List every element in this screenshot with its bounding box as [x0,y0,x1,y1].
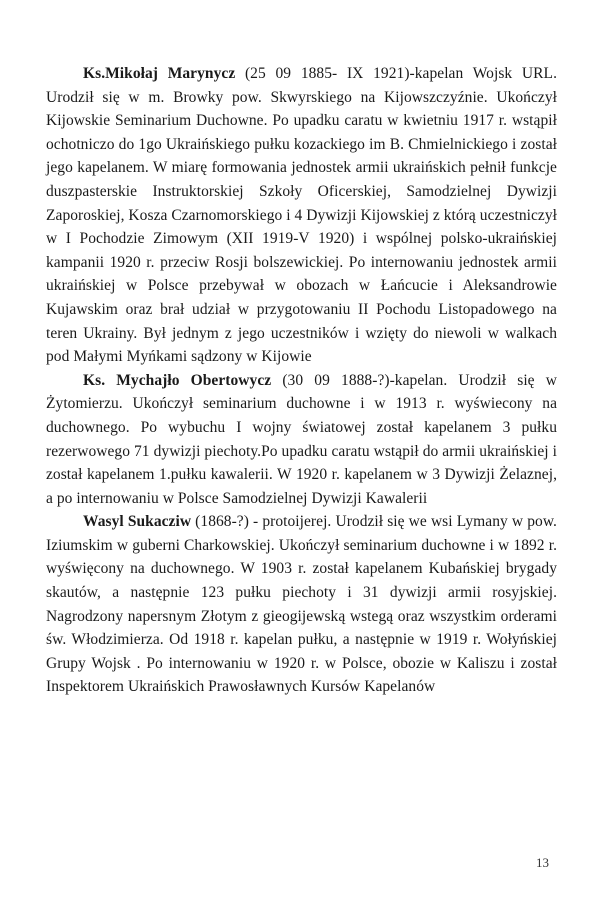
document-page [46,62,557,699]
entry-marynycz [46,62,557,369]
entry-name: Ks. Mychajło Obertowycz [83,371,272,389]
entry-text: (1868-?) - protoijerej. Urodził się we wsi Lymany w pow. Iziumskim w guberni Charkowskiej. Ukończył seminarium duchowne i w 1892 r. wyświęcony na duchownego. W 1903 r. został kapelanem Kubańskiej brygady skautów, a następnie 123 pułku piechoty i 31 dywizji armii rosyjskiej. Nagrodzony napersnym Złotym z gieogijewską wstegą oraz wszystkim orderami św. Włodzimierza. Od 1918 r. kapelan pułku, a następnie w 1919 r. Wołyńskiej Grupy Wojsk . Po internowaniu w 1920 r. w Polsce, obozie w Kaliszu i został Inspektorem Ukraińskich Prawosławnych Kursów Kapelanów [46,513,557,696]
entry-sukacziw [46,510,557,699]
entry-text: (25 09 1885- IX 1921)-kapelan Wojsk URL. Urodził się w m. Browky pow. Skwyrskiego na Kijowszczyźnie. Ukończył Kijowskie Seminarium Duchowne. Po upadku caratu w kwietniu 1917 r. wstąpił ochotniczo do 1go Ukraińskiego pułku kozackiego im B. Chmielnickiego i został jego kapelanem. W miarę formowania jednostek armii ukraińskich pełnił funkcje duszpasterskie Instruktorskiej Szkoły Oficerskiej, Samodzielnej Dywizji Zaporoskiej, Kosza Czarnomorskiego i 4 Dywizji Kijowskiej z którą uczestniczył w I Pochodzie Zimowym (XII 1919-V 1920) i wspólnej polsko-ukraińskiej kampanii 1920 r. przeciw Rosji bolszewickiej. Po internowaniu jednostek armii ukraińskiej w Polsce przebywał w obozach w Łańcucie i Aleksandrowie Kujawskim oraz brał udział w przygotowaniu II Pochodu Listopadowego na teren Ukrainy. Był jednym z jego uczestników i wzięty do niewoli w walkach pod Małymi Myńkami sądzony w Kijowie [46,65,557,366]
entry-obertowycz [46,369,557,511]
entry-text: (30 09 1888-?)-kapelan. Urodził się w Żytomierzu. Ukończył seminarium duchowne i w 1913 r. wyświecony na duchownego. Po wybuchu I wojny światowej został kapelanem 3 pułku rezerwowego 71 dywizji piechoty.Po upadku caratu wstąpił do armii ukraińskiej i został kapelanem 1.pułku kawalerii. W 1920 r. kapelanem w 3 Dywizji Żelaznej, a po internowaniu w Polsce Samodzielnej Dywizji Kawalerii [46,371,557,507]
entry-name: Wasyl Sukacziw [83,513,192,531]
entry-name: Ks.Mikołaj Marynycz [83,65,236,82]
page-number: 13 [536,855,549,870]
